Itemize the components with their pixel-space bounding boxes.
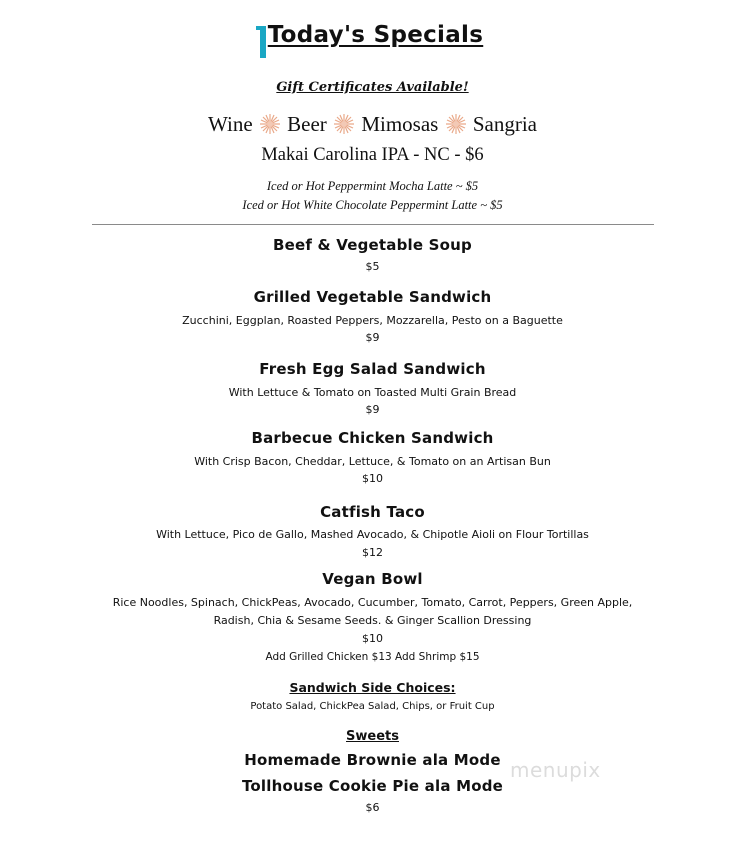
ipa-special: Makai Carolina IPA - NC - $6 bbox=[261, 145, 484, 165]
item-egg-name: Fresh Egg Salad Sandwich bbox=[259, 360, 486, 378]
drink-mimosas: Mimosas bbox=[361, 111, 439, 136]
divider bbox=[92, 224, 654, 225]
sunburst-icon bbox=[445, 113, 467, 135]
sunburst-icon bbox=[259, 113, 281, 135]
item-catfish-desc: With Lettuce, Pico de Gallo, Mashed Avocado, & Chipotle Aioli on Flour Tortillas bbox=[156, 528, 589, 541]
item-soup-price: $5 bbox=[365, 260, 380, 273]
item-vegan-name: Vegan Bowl bbox=[322, 570, 423, 588]
drink-sangria: Sangria bbox=[472, 111, 537, 136]
latte-special-1: Iced or Hot Peppermint Mocha Latte ~ $5 bbox=[266, 179, 479, 193]
sweets-price: $6 bbox=[365, 801, 380, 814]
page-title bbox=[262, 22, 483, 48]
item-vegan-addons: Add Grilled Chicken $13 Add Shrimp $15 bbox=[265, 651, 480, 663]
title-accent-bar bbox=[260, 26, 266, 58]
item-bbq-name: Barbecue Chicken Sandwich bbox=[251, 429, 494, 447]
watermark: menupix bbox=[510, 758, 601, 782]
sides-list: Potato Salad, ChickPea Salad, Chips, or Fruit Cup bbox=[250, 701, 495, 712]
page-title-text: Today's Specials bbox=[267, 22, 484, 48]
drink-beer: Beer bbox=[287, 111, 327, 136]
item-bbq-desc: With Crisp Bacon, Cheddar, Lettuce, & Tomato on an Artisan Bun bbox=[194, 455, 551, 468]
drink-wine: Wine bbox=[208, 111, 253, 136]
item-catfish-price: $12 bbox=[362, 546, 383, 559]
page-title-wrap bbox=[0, 22, 745, 48]
item-grilled-price: $9 bbox=[365, 331, 380, 344]
item-egg-desc: With Lettuce & Tomato on Toasted Multi Grain Bread bbox=[228, 386, 517, 399]
item-bbq-price: $10 bbox=[362, 472, 383, 485]
item-egg-price: $9 bbox=[365, 403, 380, 416]
sweets-item-cookie-pie: Tollhouse Cookie Pie ala Mode bbox=[241, 777, 504, 795]
item-grilled-name: Grilled Vegetable Sandwich bbox=[253, 288, 492, 306]
item-catfish-name: Catfish Taco bbox=[320, 503, 425, 521]
latte-special-2: Iced or Hot White Chocolate Peppermint Latte ~ $5 bbox=[242, 198, 503, 212]
sides-heading: Sandwich Side Choices: bbox=[289, 680, 456, 695]
item-grilled-desc: Zucchini, Eggplan, Roasted Peppers, Mozzarella, Pesto on a Baguette bbox=[182, 314, 563, 327]
item-soup-name: Beef & Vegetable Soup bbox=[273, 236, 472, 254]
item-vegan-desc-1: Rice Noodles, Spinach, ChickPeas, Avocado, Cucumber, Tomato, Carrot, Peppers, Green Apple, bbox=[112, 596, 633, 609]
gift-certificates-note: Gift Certificates Available! bbox=[276, 80, 469, 95]
sweets-item-brownie: Homemade Brownie ala Mode bbox=[244, 751, 501, 769]
item-vegan-price: $10 bbox=[362, 632, 383, 645]
item-vegan-desc-2: Radish, Chia & Sesame Seeds. & Ginger Scallion Dressing bbox=[213, 614, 532, 627]
sweets-heading: Sweets bbox=[346, 729, 399, 744]
drinks-row bbox=[0, 110, 745, 137]
sunburst-icon bbox=[333, 113, 355, 135]
